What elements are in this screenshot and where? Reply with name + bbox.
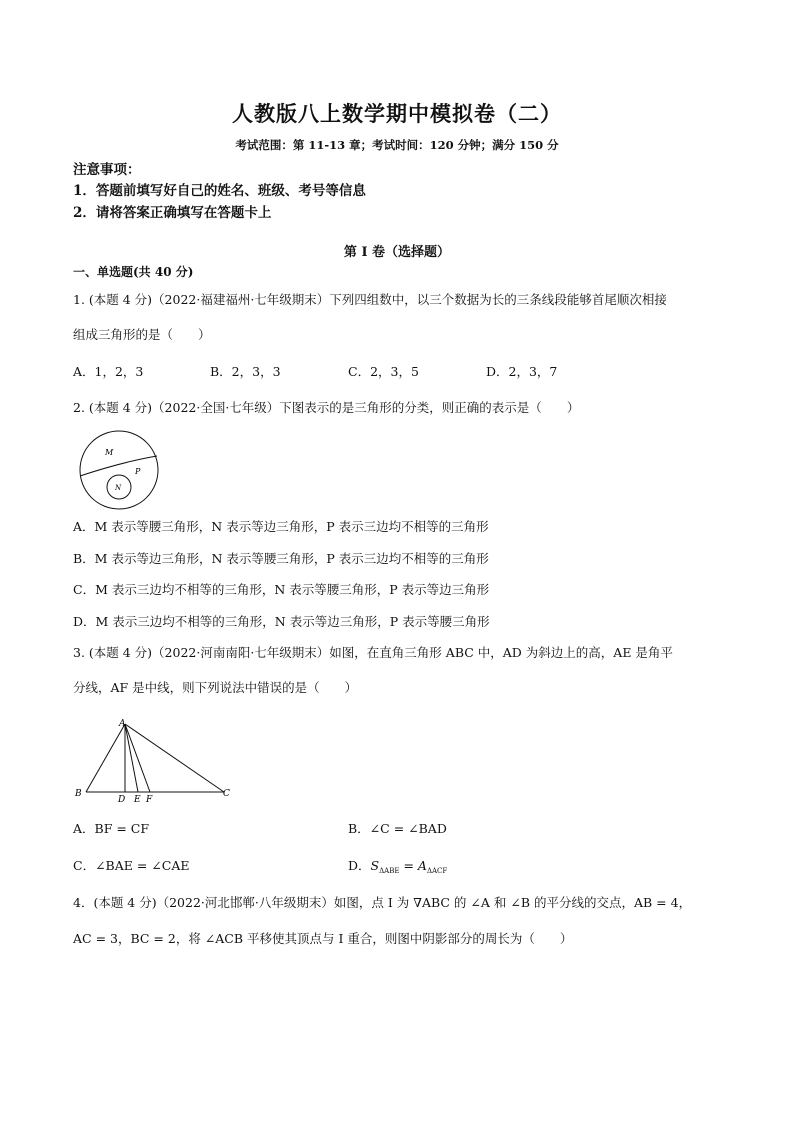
vertex-label-a: A bbox=[119, 719, 126, 729]
question-1-line-1: 1. (本题 4 分)（2022·福建福州·七年级期末）下列四组数中，以三个数据为长的三条线段能够首尾顺次相接 bbox=[73, 292, 667, 307]
triangle-classification-figure bbox=[72, 428, 168, 512]
area-a-subscript: ΔACF bbox=[426, 867, 448, 875]
exam-info: 考试范围：第 11-13 章；考试时间：120 分钟；满分 150 分 bbox=[235, 138, 559, 152]
question-2-line-1: 2. (本题 4 分)（2022·全国·七年级）下图表示的是三角形的分类，则正确的表示是（ ） bbox=[73, 400, 580, 415]
q3-option-b[interactable]: B．∠C = ∠BAD bbox=[348, 821, 447, 836]
q3-option-d-prefix: D． bbox=[348, 858, 371, 873]
area-a: A bbox=[417, 858, 427, 873]
q2-option-c[interactable]: C．M 表示三边均不相等的三角形，N 表示等腰三角形，P 表示等边三角形 bbox=[73, 582, 490, 597]
question-1-line-2: 组成三角形的是（ ） bbox=[73, 327, 211, 342]
page-title: 人教版八上数学期中模拟卷（二） bbox=[232, 101, 562, 126]
section-title: 第 I 卷（选择题） bbox=[343, 245, 451, 260]
q3-option-d[interactable] bbox=[348, 856, 447, 875]
q3-option-a[interactable]: A．BF = CF bbox=[73, 821, 150, 836]
vertex-label-b: B bbox=[75, 789, 82, 799]
q3-option-c[interactable]: C．∠BAE = ∠CAE bbox=[73, 858, 190, 873]
question-4-line-2: AC = 3，BC = 2，将 ∠ACB 平移使其顶点与 I 重合，则图中阴影部分的周长为（ ） bbox=[73, 931, 573, 946]
right-triangle-figure bbox=[72, 714, 238, 806]
vertex-label-c: C bbox=[223, 789, 230, 799]
figure-label-n: N bbox=[115, 484, 122, 492]
q1-option-d[interactable]: D．2，3，7 bbox=[486, 364, 558, 379]
figure-label-p: P bbox=[135, 467, 141, 476]
point-label-e: E bbox=[134, 795, 141, 805]
q2-option-b[interactable]: B．M 表示等边三角形，N 表示等腰三角形，P 表示三边均不相等的三角形 bbox=[73, 551, 489, 566]
q1-option-c[interactable]: C．2，3，5 bbox=[348, 364, 419, 379]
q2-option-a[interactable]: A．M 表示等腰三角形，N 表示等边三角形，P 表示三边均不相等的三角形 bbox=[73, 519, 489, 534]
area-s-subscript: ΔABE bbox=[379, 867, 400, 875]
notice-item-1: 1．答题前填写好自己的姓名、班级、考号等信息 bbox=[73, 183, 366, 199]
notice-item-2: 2．请将答案正确填写在答题卡上 bbox=[73, 205, 272, 221]
area-s: S bbox=[370, 858, 380, 873]
question-3-line-2: 分线，AF 是中线，则下列说法中错误的是（ ） bbox=[73, 680, 358, 695]
equals-sign: = bbox=[399, 858, 418, 873]
q1-option-b[interactable]: B．2，3，3 bbox=[210, 364, 281, 379]
divider-curve bbox=[80, 456, 157, 476]
notice-heading: 注意事项： bbox=[73, 162, 141, 178]
outer-circle bbox=[80, 431, 158, 509]
question-3-line-1: 3. (本题 4 分)（2022·河南南阳·七年级期末）如图，在直角三角形 ABC 中，AD 为斜边上的高，AE 是角平 bbox=[73, 645, 673, 660]
figure-label-m: M bbox=[105, 448, 114, 457]
point-label-d: D bbox=[118, 795, 126, 805]
q2-option-d[interactable]: D．M 表示三边均不相等的三角形，N 表示等边三角形，P 表示等腰三角形 bbox=[73, 614, 490, 629]
part-title: 一、单选题(共 40 分) bbox=[73, 265, 194, 279]
question-4-line-1: 4．(本题 4 分)（2022·河北邯郸·八年级期末）如图，点 I 为 ∇ABC 的 ∠A 和 ∠B 的平分线的交点，AB = 4， bbox=[73, 895, 692, 910]
point-label-f: F bbox=[146, 795, 153, 805]
q1-option-a[interactable]: A．1，2，3 bbox=[73, 364, 144, 379]
